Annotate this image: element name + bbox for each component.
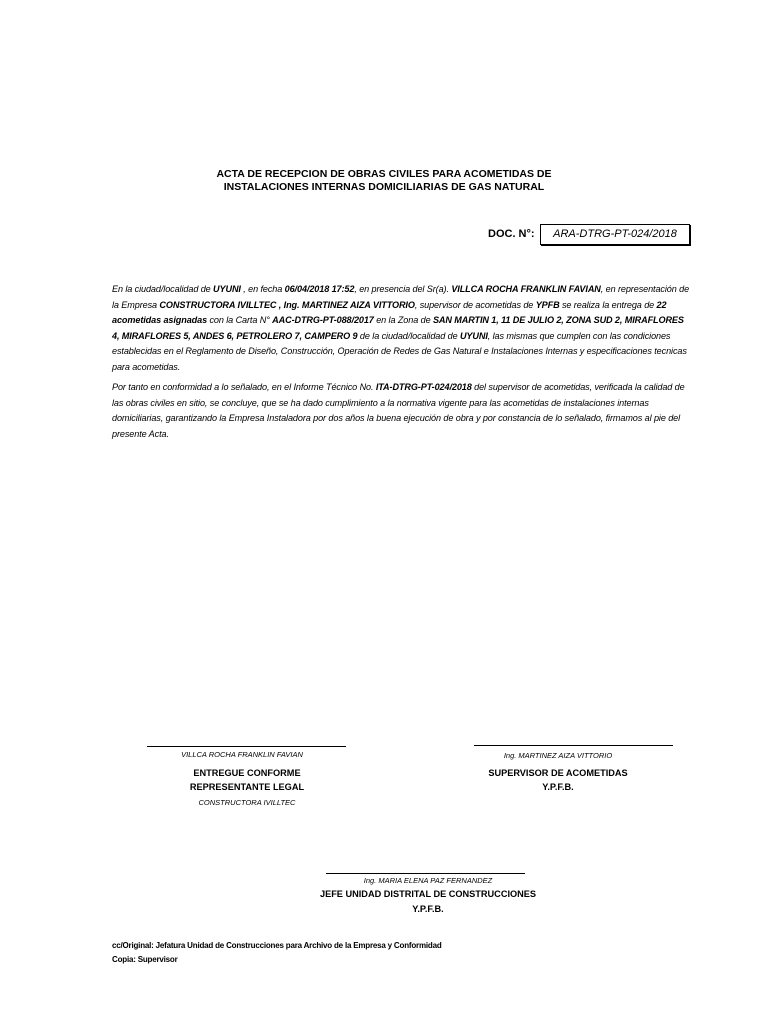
connection-count: 22 acometidas asignadas xyxy=(112,299,667,326)
doc-number-label: DOC. N°: xyxy=(488,228,535,240)
city-name: UYUNI xyxy=(213,284,241,294)
doc-number-box: ARA-DTRG-PT-024/2018 xyxy=(540,224,690,245)
signature-center-role-1: JEFE UNIDAD DISTRITAL DE CONSTRUCCIONES xyxy=(319,889,537,899)
zone-list: SAN MARTIN 1, 11 DE JULIO 2, ZONA SUD 2, MIRAFLORES 4, MIRAFLORES 5, ANDES 6, PETROLERO 7, CAMPERO 9 xyxy=(112,315,684,341)
title-line-1: ACTA DE RECEPCION DE OBRAS CIVILES PARA ACOMETIDAS DE xyxy=(216,168,552,180)
paragraph-delivery: En la ciudad/localidad de UYUNI , en fecha 06/04/2018 17:52, en presencia del Sr(a). VILLCA ROCHA FRANKLIN FAVIAN, en representación de la Empresa CONSTRUCTORA IVILLTEC , Ing. MARTINEZ AIZA VITTORIO, supervisor de acometidas de YPFB se realiza la entrega de 22 acometidas asignadas con la Carta N° AAC-DTRG-PT-088/2017 en la Zona de SAN MARTIN 1, 11 DE JULIO 2, ZONA SUD 2, MIRAFLORES 4, MIRAFLORES 5, ANDES 6, PETROLERO 7, CAMPERO 9 de la ciudad/localidad de UYUNI, las mismas que cumplen con las condiciones establecidas en el Reglamento de Diseño, Construcción, Operación de Redes de Gas Natural e Instalaciones Internas y especificaciones tecnicas para acometidas. xyxy=(112,284,690,372)
organization-name: YPFB xyxy=(535,299,560,310)
paragraph-conformity: Por tanto en conformidad a lo señalado, en el Informe Técnico No. ITA-DTRG-PT-024/2018 del supervisor de acometidas, verificada la calidad de las obras civiles en sitio, se concluye, que se ha dado cumplimiento a la normativa vigente para las acometidas de instalaciones internas domiciliarias, garantizando la Empresa Instaladora por dos años la buena ejecución de obra y por constancia de lo señalado, firmamos al pie del presente Acta. xyxy=(112,382,685,439)
representative-name: VILLCA ROCHA FRANKLIN FAVIAN xyxy=(451,284,601,294)
company-name: CONSTRUCTORA IVILLTEC , Ing. MARTINEZ AIZA VITTORIO xyxy=(159,299,415,310)
document-title xyxy=(0,168,768,194)
title-line-2: INSTALACIONES INTERNAS DOMICILIARIAS DE GAS NATURAL xyxy=(223,181,545,193)
signature-center-role-2: Y.P.F.B. xyxy=(412,904,444,914)
signature-left-name: VILLCA ROCHA FRANKLIN FAVIAN xyxy=(181,750,303,759)
signature-right-role-1: SUPERVISOR DE ACOMETIDAS xyxy=(488,768,628,778)
signature-right-role-2: Y.P.F.B. xyxy=(542,782,574,792)
city-name-2: UYUNI xyxy=(459,330,488,341)
signature-line-left xyxy=(147,746,346,747)
signature-center-name: Ing. MARIA ELENA PAZ FERNANDEZ xyxy=(363,876,493,885)
footer-cc: cc/Original: Jefatura Unidad de Construcciones para Archivo de la Empresa y Conformidad xyxy=(112,941,442,950)
letter-number: AAC-DTRG-PT-088/2017 xyxy=(272,315,374,326)
signature-left-role-1: ENTREGUE CONFORME xyxy=(193,768,301,778)
report-number: ITA-DTRG-PT-024/2018 xyxy=(375,382,472,392)
signature-left-role-2: REPRESENTANTE LEGAL xyxy=(189,782,305,792)
footer-copy: Copia: Supervisor xyxy=(112,955,178,964)
signature-line-center xyxy=(326,873,525,874)
delivery-date: 06/04/2018 17:52 xyxy=(284,284,355,294)
signature-line-right xyxy=(474,745,673,746)
signature-right-name: Ing. MARTINEZ AIZA VITTORIO xyxy=(503,751,613,760)
signature-left-company: CONSTRUCTORA IVILLTEC xyxy=(198,798,296,807)
